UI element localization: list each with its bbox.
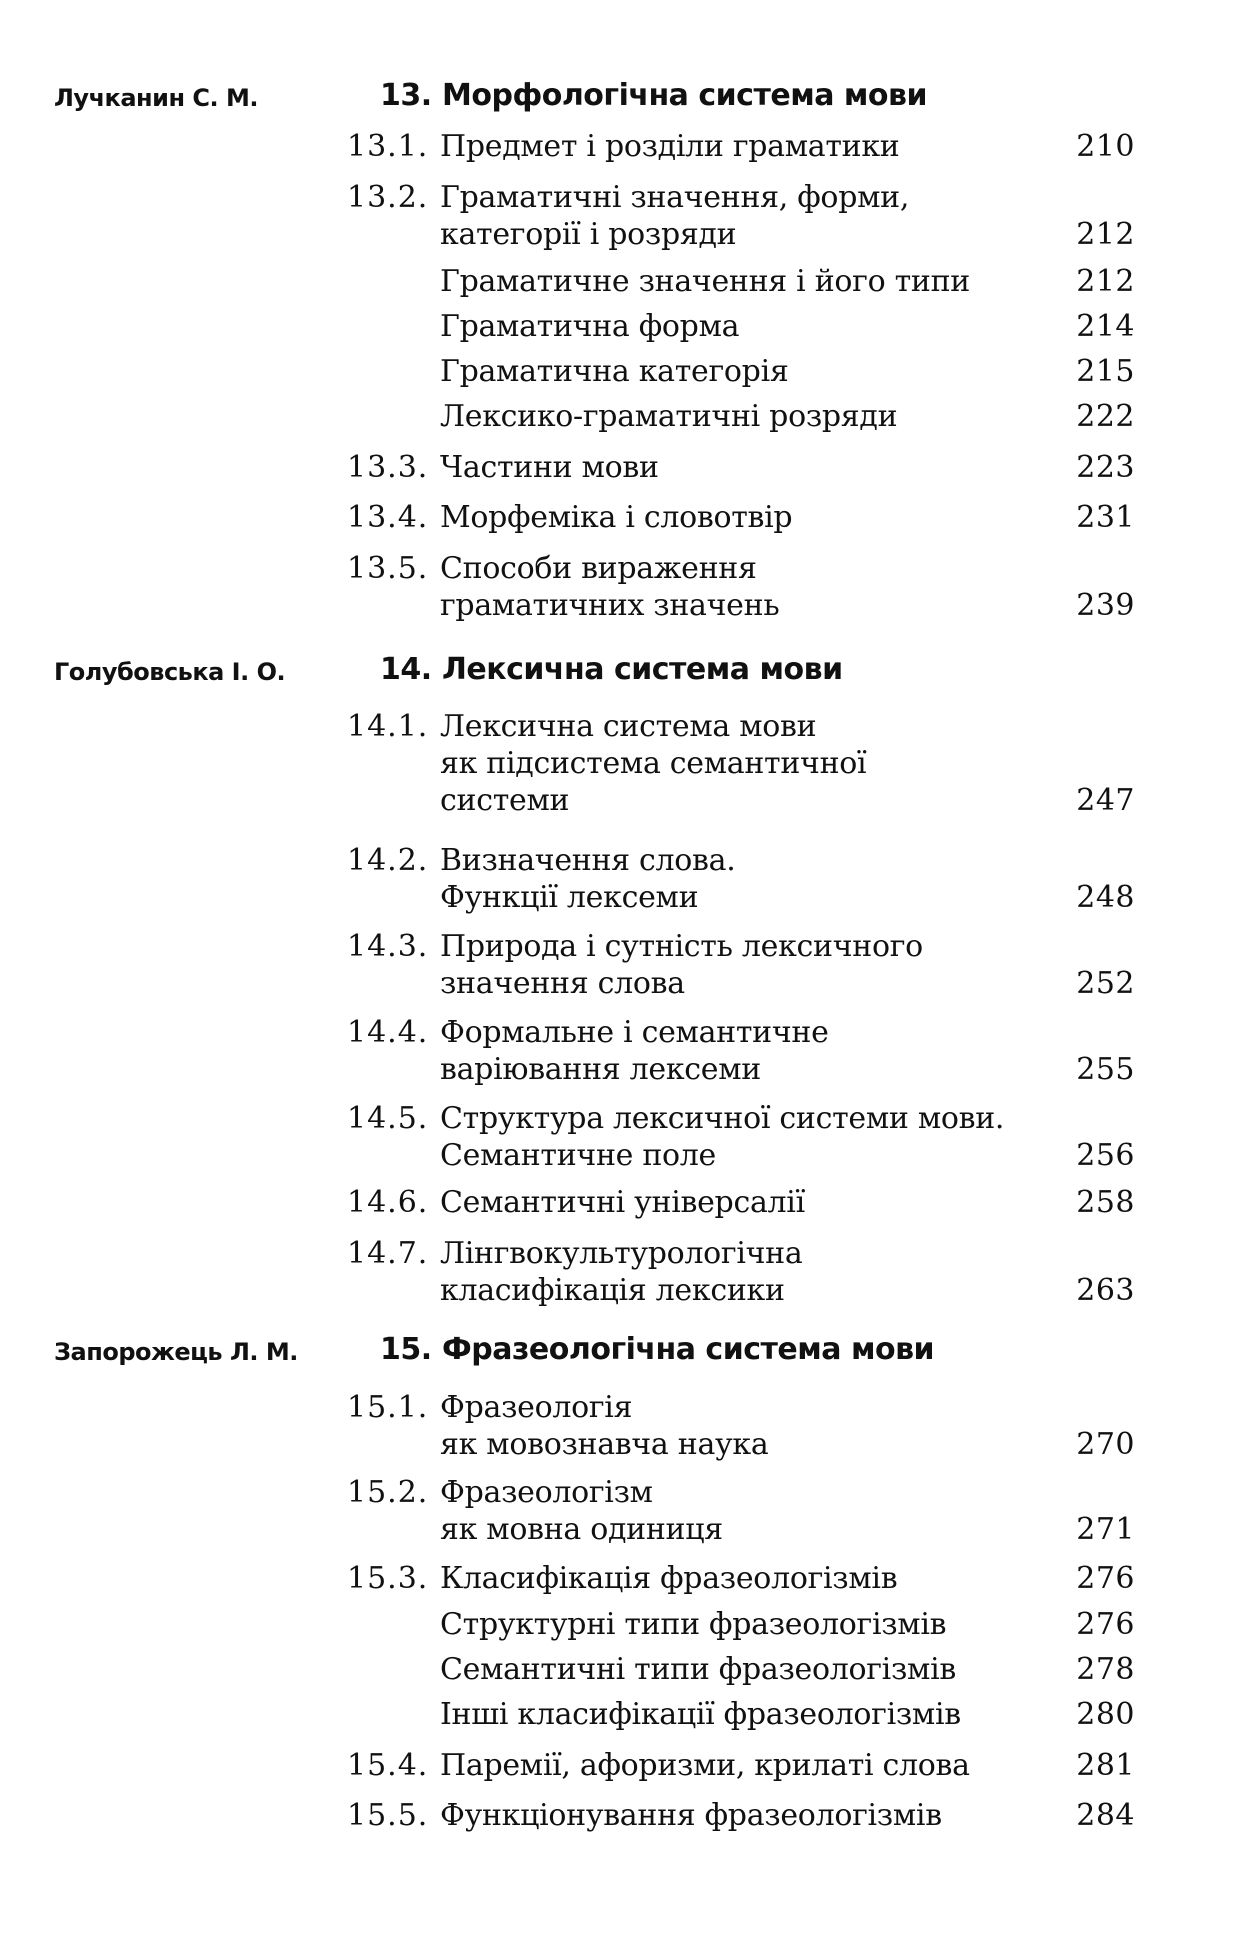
entry-page-number: 276 <box>1076 1561 1135 1596</box>
entry-title-line: Граматична категорія <box>440 354 789 389</box>
entry-title <box>440 928 1040 1002</box>
entry-title-line: Природа і сутність лексичного <box>440 929 923 964</box>
entry-title-line: Лексична система мови <box>440 709 817 744</box>
entry-title <box>440 1560 1040 1597</box>
entry-number: 15.4. <box>347 1748 429 1783</box>
entry-title-line: Структура лексичної системи мови. <box>440 1101 1005 1136</box>
entry-number: 15.5. <box>347 1798 429 1833</box>
entry-title-line: як підсистема семантичної <box>440 746 867 781</box>
entry-title-line: як мовознавча наука <box>440 1427 769 1462</box>
entry-title <box>440 128 1040 165</box>
entry-title-line: Класифікація фразеологізмів <box>440 1561 898 1596</box>
entry-page-number: 270 <box>1076 1427 1135 1462</box>
entry-title-line: значення слова <box>440 966 685 1001</box>
entry-page-number: 276 <box>1076 1607 1135 1642</box>
entry-title-line: Граматична форма <box>440 309 740 344</box>
entry-page-number: 271 <box>1076 1512 1135 1547</box>
entry-page-number: 258 <box>1076 1185 1135 1220</box>
entry-title-line: Семантичне поле <box>440 1138 717 1173</box>
entry-title <box>440 353 1040 390</box>
section-author: Голубовська І. О. <box>54 658 286 686</box>
entry-page-number: 255 <box>1076 1052 1135 1087</box>
entry-number: 13.2. <box>347 180 429 215</box>
entry-title <box>440 1747 1040 1784</box>
entry-page-number: 284 <box>1076 1798 1135 1833</box>
chapter-title: Морфологічна система мови <box>442 78 928 113</box>
entry-number: 14.2. <box>347 843 429 878</box>
chapter-number: 15. <box>380 1332 432 1367</box>
entry-page-number: 248 <box>1076 880 1135 915</box>
entry-title-line: Лінгвокультурологічна <box>440 1236 803 1271</box>
entry-title <box>440 1696 1040 1733</box>
entry-title <box>440 1606 1040 1643</box>
entry-title-line: Визначення слова. <box>440 843 736 878</box>
chapter-title: Лексична система мови <box>442 652 843 687</box>
entry-title-line: категорії і розряди <box>440 217 737 252</box>
entry-title <box>440 179 1040 253</box>
entry-title-line: Фразеологізм <box>440 1475 653 1510</box>
entry-title-line: Функції лексеми <box>440 880 699 915</box>
entry-number: 14.1. <box>347 709 429 744</box>
entry-title-line: Фразеологія <box>440 1390 633 1425</box>
chapter-heading <box>380 78 928 114</box>
entry-title-line: Предмет і розділи граматики <box>440 129 900 164</box>
entry-page-number: 215 <box>1076 354 1135 389</box>
entry-title-line: як мовна одиниця <box>440 1512 723 1547</box>
entry-title-line: Функціонування фразеологізмів <box>440 1798 942 1833</box>
entry-title-line: Формальне і семантичне <box>440 1015 829 1050</box>
entry-title-line: варіювання лексеми <box>440 1052 761 1087</box>
chapter-number: 13. <box>380 78 432 113</box>
entry-number: 13.1. <box>347 129 429 164</box>
entry-title <box>440 842 1040 916</box>
section-author: Запорожець Л. М. <box>54 1338 298 1366</box>
entry-number: 15.3. <box>347 1561 429 1596</box>
entry-title-line: Семантичні типи фразеологізмів <box>440 1652 956 1687</box>
entry-page-number: 212 <box>1076 264 1135 299</box>
entry-title-line: граматичних значень <box>440 588 780 623</box>
entry-title <box>440 499 1040 536</box>
entry-title <box>440 398 1040 435</box>
section-author: Лучканин С. М. <box>54 84 258 112</box>
entry-title <box>440 1651 1040 1688</box>
entry-title <box>440 1014 1040 1088</box>
entry-title <box>440 308 1040 345</box>
entry-title-line: Лексико-граматичні розряди <box>440 399 898 434</box>
entry-number: 13.4. <box>347 500 429 535</box>
chapter-heading <box>380 1332 935 1368</box>
entry-title <box>440 708 1040 819</box>
entry-page-number: 231 <box>1076 500 1135 535</box>
entry-number: 13.3. <box>347 450 429 485</box>
entry-title-line: Граматичні значення, форми, <box>440 180 910 215</box>
entry-title-line: Інші класифікації фразеологізмів <box>440 1697 961 1732</box>
entry-number: 13.5. <box>347 551 429 586</box>
entry-title <box>440 1235 1040 1309</box>
entry-number: 14.7. <box>347 1236 429 1271</box>
chapter-heading <box>380 652 843 688</box>
entry-number: 14.5. <box>347 1101 429 1136</box>
entry-title <box>440 1389 1040 1463</box>
chapter-title: Фразеологічна система мови <box>442 1332 935 1367</box>
entry-page-number: 214 <box>1076 309 1135 344</box>
entry-title <box>440 263 1040 300</box>
entry-title-line: Морфеміка і словотвір <box>440 500 793 535</box>
entry-page-number: 256 <box>1076 1138 1135 1173</box>
entry-title-line: Структурні типи фразеологізмів <box>440 1607 947 1642</box>
entry-title-line: Граматичне значення і його типи <box>440 264 970 299</box>
entry-page-number: 280 <box>1076 1697 1135 1732</box>
entry-title <box>440 1474 1040 1548</box>
entry-page-number: 210 <box>1076 129 1135 164</box>
entry-title <box>440 449 1040 486</box>
entry-title <box>440 550 1040 624</box>
entry-title-line: Способи вираження <box>440 551 757 586</box>
entry-title <box>440 1184 1040 1221</box>
entry-title-line: Паремії, афоризми, крилаті слова <box>440 1748 970 1783</box>
entry-page-number: 252 <box>1076 966 1135 1001</box>
entry-page-number: 263 <box>1076 1273 1135 1308</box>
entry-title-line: Семантичні універсалії <box>440 1185 805 1220</box>
entry-number: 14.6. <box>347 1185 429 1220</box>
entry-number: 15.1. <box>347 1390 429 1425</box>
entry-number: 14.4. <box>347 1015 429 1050</box>
entry-page-number: 278 <box>1076 1652 1135 1687</box>
entry-page-number: 281 <box>1076 1748 1135 1783</box>
entry-title-line: системи <box>440 783 570 818</box>
entry-title <box>440 1797 1040 1834</box>
entry-title-line: Частини мови <box>440 450 659 485</box>
chapter-number: 14. <box>380 652 432 687</box>
entry-title-line: класифікація лексики <box>440 1273 785 1308</box>
entry-title <box>440 1100 1040 1174</box>
entry-page-number: 223 <box>1076 450 1135 485</box>
entry-page-number: 247 <box>1076 783 1135 818</box>
entry-number: 14.3. <box>347 929 429 964</box>
entry-number: 15.2. <box>347 1475 429 1510</box>
entry-page-number: 239 <box>1076 588 1135 623</box>
entry-page-number: 212 <box>1076 217 1135 252</box>
entry-page-number: 222 <box>1076 399 1135 434</box>
